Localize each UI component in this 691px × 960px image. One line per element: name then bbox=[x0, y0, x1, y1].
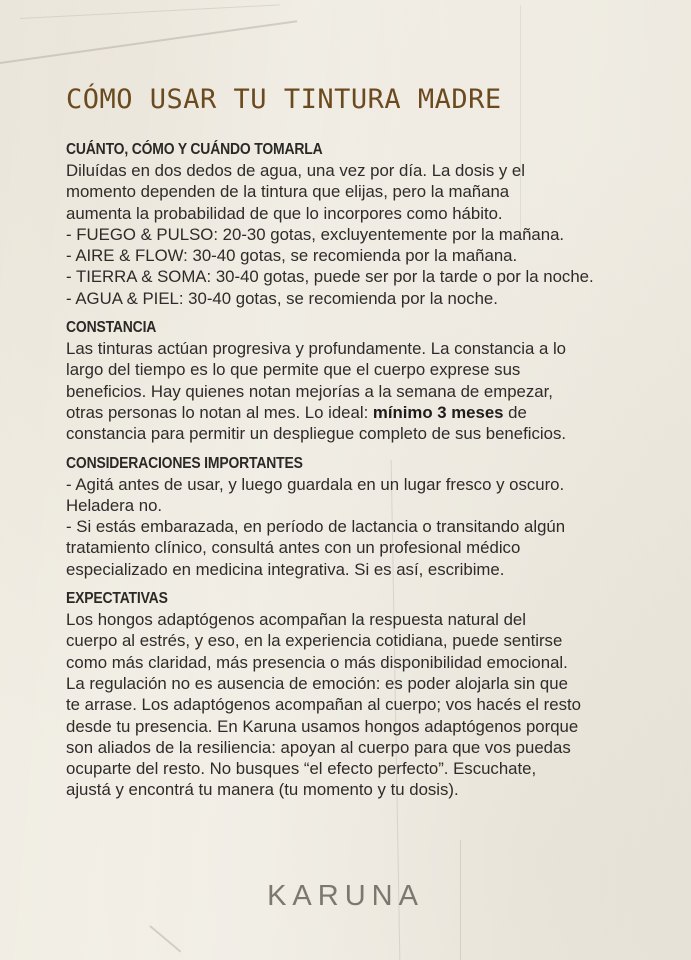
text-fragment: de bbox=[503, 402, 527, 422]
text-line: Los hongos adaptógenos acompañan la respuesta natural del bbox=[66, 610, 526, 630]
text-line: aumenta la probabilidad de que lo incorpores como hábito. bbox=[66, 203, 503, 223]
text-line: te arrase. Los adaptógenos acompañan al cuerpo; vos hacés el resto bbox=[66, 695, 581, 715]
text-line bbox=[66, 402, 646, 423]
section-heading: EXPECTATIVAS bbox=[66, 590, 168, 608]
section-heading: CUÁNTO, CÓMO Y CUÁNDO TOMARLA bbox=[66, 141, 323, 158]
section-body bbox=[66, 474, 646, 580]
text-line: Diluídas en dos dedos de agua, una vez por día. La dosis y el bbox=[66, 161, 525, 180]
dosage-item-fuego: - FUEGO & PULSO: 20-30 gotas, excluyentemente por la mañana. bbox=[66, 224, 565, 244]
text-line: Heladera no. bbox=[66, 495, 163, 515]
text-fragment: otras personas lo notan al mes. Lo ideal: bbox=[66, 402, 373, 422]
text-line: La regulación no es ausencia de emoción: es poder alojarla sin que bbox=[66, 673, 568, 693]
text-line: tratamiento clínico, consultá antes con un profesional médico bbox=[66, 538, 521, 558]
text-line: - Agitá antes de usar, y luego guardala en un lugar fresco y oscuro. bbox=[66, 474, 565, 494]
text-line: beneficios. Hay quienes notan mejorías a la semana de empezar, bbox=[66, 381, 553, 401]
paper-scratch bbox=[0, 20, 297, 64]
text-line: ocuparte del resto. No busques “el efecto perfecto”. Escuchate, bbox=[66, 759, 537, 779]
dosage-item-tierra: - TIERRA & SOMA: 30-40 gotas, puede ser por la tarde o por la noche. bbox=[66, 267, 594, 287]
section-heading: CONSTANCIA bbox=[66, 319, 157, 337]
section-consistency bbox=[66, 319, 646, 444]
text-line: ajustá y encontrá tu manera (tu momento y tu dosis). bbox=[66, 780, 459, 800]
highlight-min-duration: mínimo 3 meses bbox=[372, 402, 504, 422]
section-expectations bbox=[66, 590, 646, 801]
instructions-card bbox=[66, 84, 646, 811]
section-considerations bbox=[66, 455, 646, 580]
text-line: desde tu presencia. En Karuna usamos hongos adaptógenos porque bbox=[66, 716, 579, 736]
section-body bbox=[66, 338, 646, 444]
text-line: Las tinturas actúan progresiva y profundamente. La constancia a lo bbox=[66, 339, 567, 359]
text-line: constancia para permitir un despliegue completo de sus beneficios. bbox=[66, 424, 566, 444]
text-line: como más claridad, más presencia o más disponibilidad emocional. bbox=[66, 652, 568, 672]
paper-scratch bbox=[20, 4, 280, 19]
section-body bbox=[66, 609, 646, 801]
text-line: largo del tiempo es lo que permite que el cuerpo exprese sus bbox=[66, 360, 521, 380]
text-line: - Si estás embarazada, en período de lactancia o transitando algún bbox=[66, 517, 566, 537]
page-title: CÓMO USAR TU TINTURA MADRE bbox=[66, 84, 502, 115]
text-line: cuerpo al estrés, y eso, en la experiencia cotidiana, puede sentirse bbox=[66, 631, 563, 651]
brand-logo: KARUNA bbox=[267, 880, 424, 912]
text-line: especializado en medicina integrativa. Si es así, escribime. bbox=[66, 559, 505, 579]
section-body bbox=[66, 160, 646, 309]
text-line: son aliados de la resiliencia: apoyan al cuerpo para que vos puedas bbox=[66, 737, 571, 757]
paper-scratch bbox=[149, 925, 181, 952]
text-line: momento dependen de la tintura que elijas, pero la mañana bbox=[66, 182, 510, 202]
section-heading: CONSIDERACIONES IMPORTANTES bbox=[66, 454, 303, 472]
dosage-item-aire: - AIRE & FLOW: 30-40 gotas, se recomienda por la mañana. bbox=[66, 246, 518, 266]
section-dosage bbox=[66, 141, 646, 309]
dosage-item-agua: - AGUA & PIEL: 30-40 gotas, se recomienda por la noche. bbox=[66, 288, 498, 308]
